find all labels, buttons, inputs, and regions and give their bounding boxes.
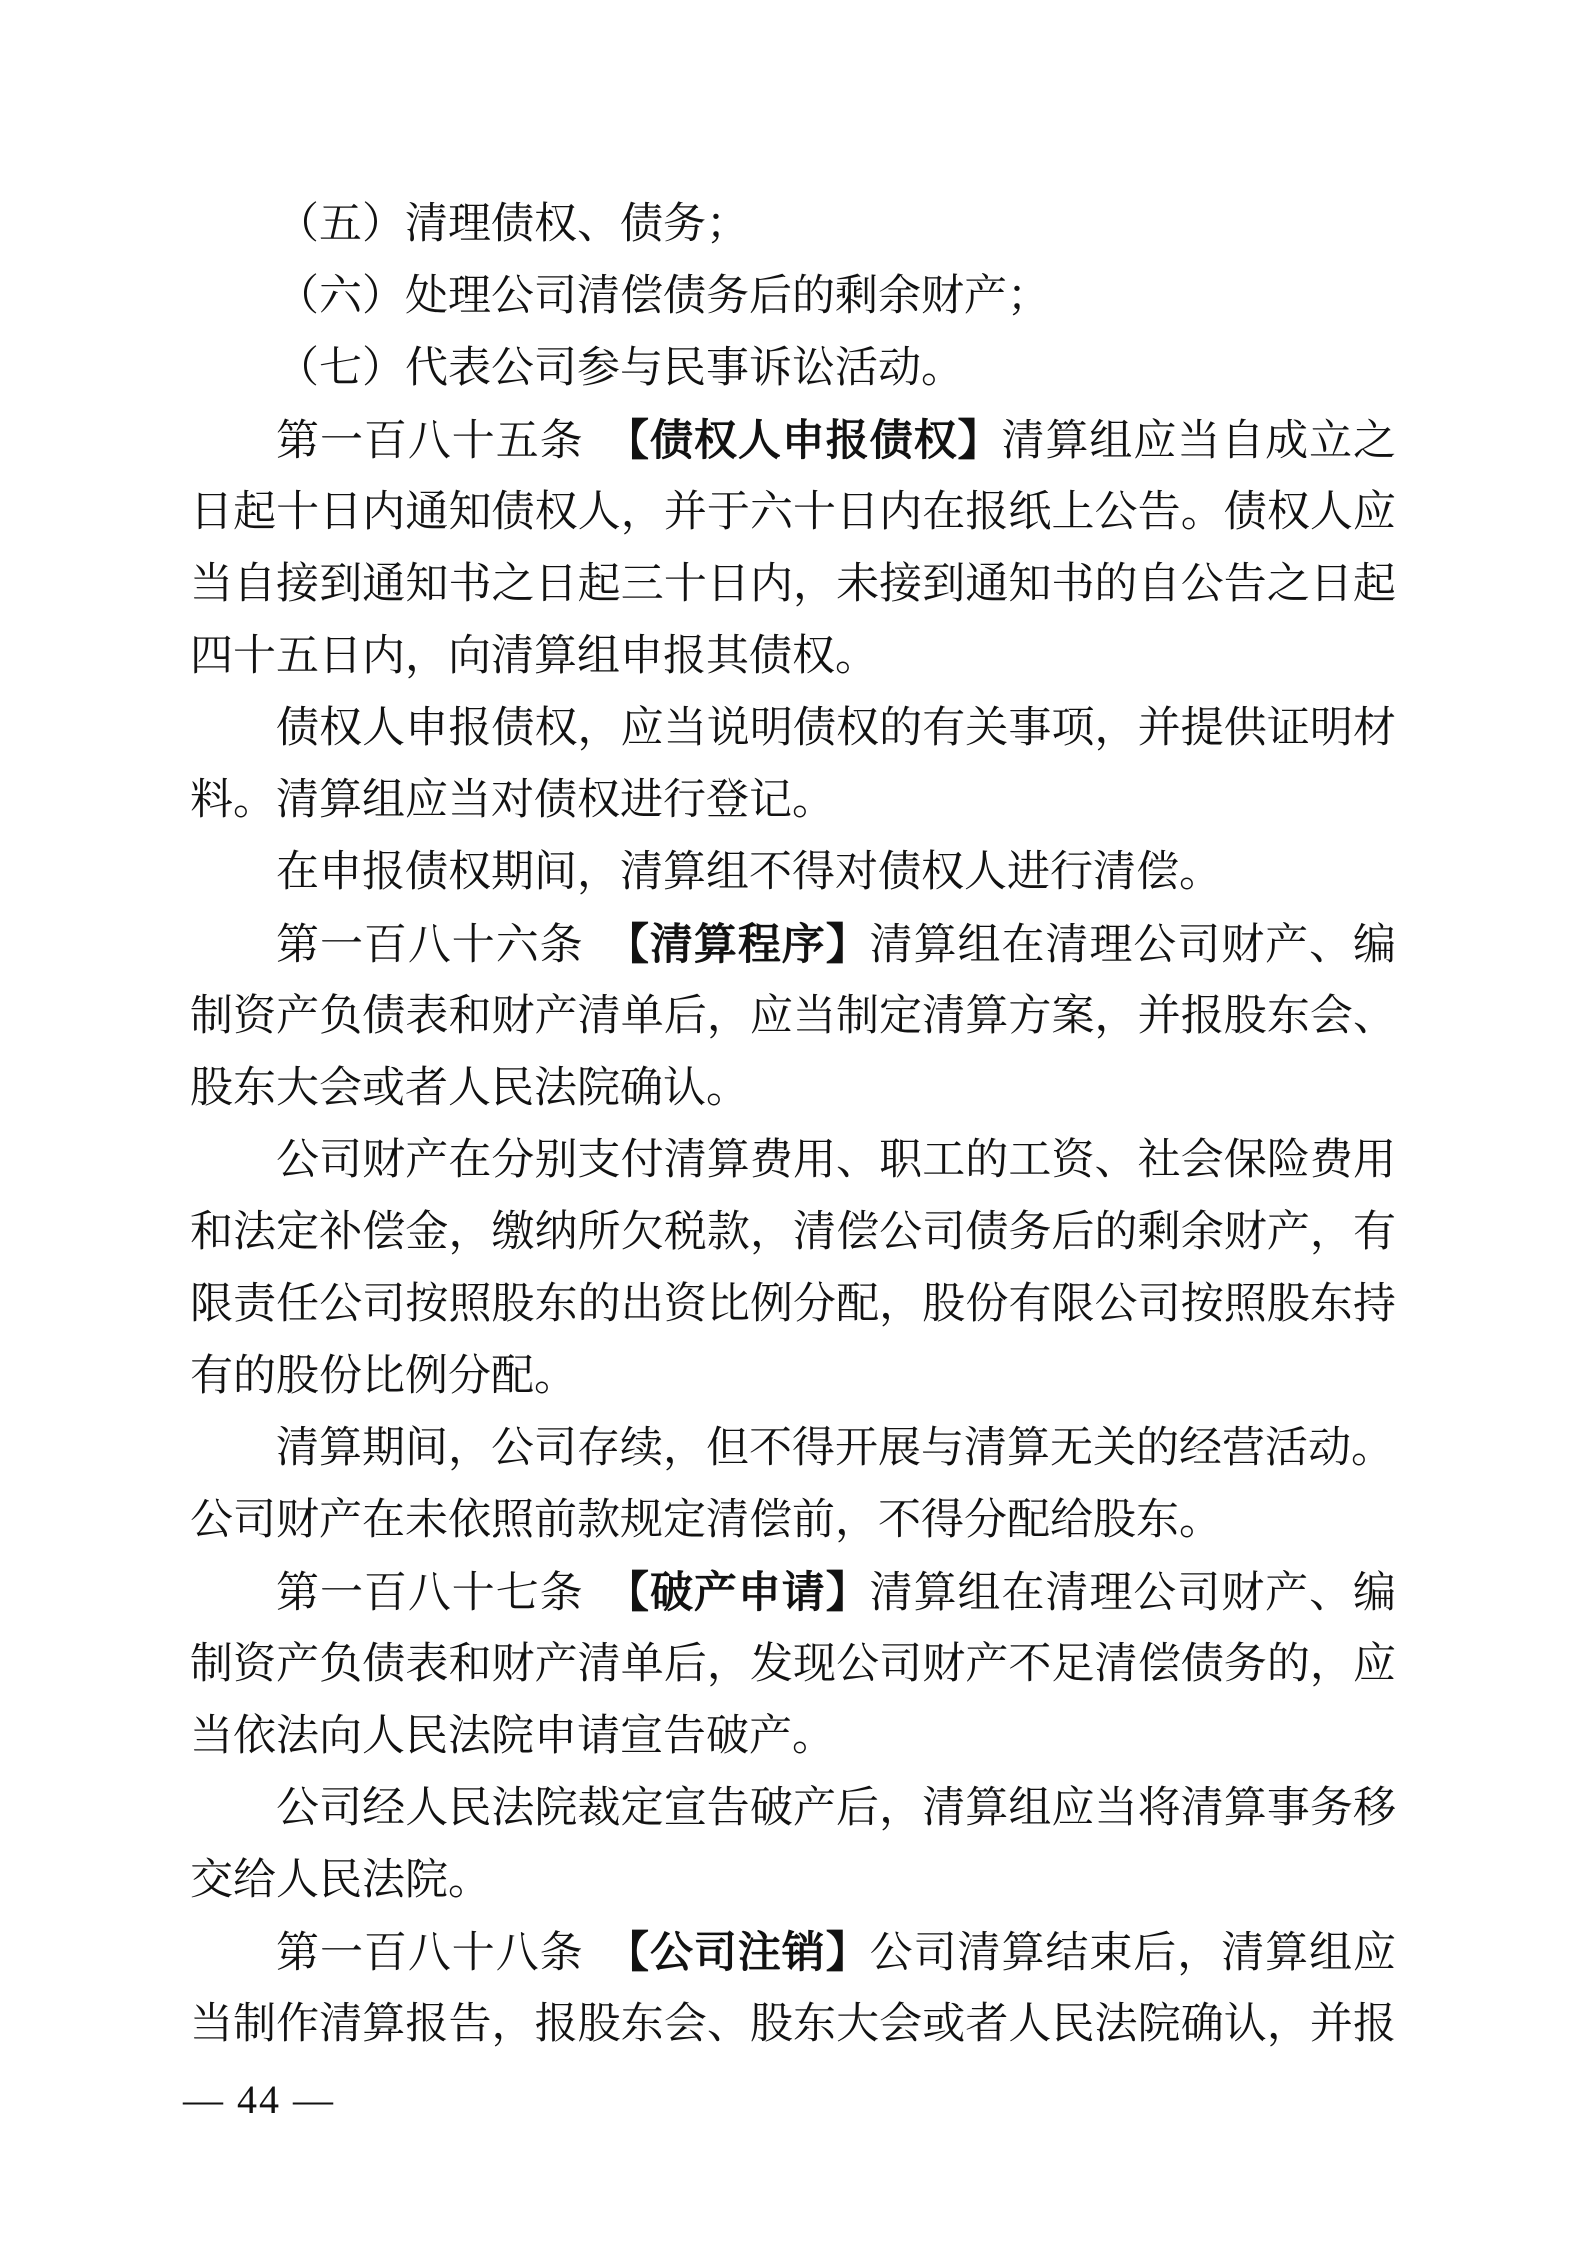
text-run: 清算组应当自成立之 — [1001, 418, 1397, 465]
text-line — [190, 1125, 1396, 1197]
text-run: 债权人申报债权，应当说明债权的有关事项，并提供证明材 — [276, 705, 1396, 752]
text-line — [190, 837, 1396, 909]
text-run: 公司经人民法院裁定宣告破产后，清算组应当将清算事务移 — [276, 1785, 1396, 1832]
text-line — [190, 621, 1396, 693]
text-line — [190, 1269, 1396, 1341]
text-run: 交给人民法院。 — [190, 1857, 491, 1904]
text-run: 清算组在清理公司财产、编 — [869, 1570, 1397, 1617]
text-run: 清算组在清理公司财产、编 — [869, 922, 1397, 969]
article-title-emphasis: 【债权人申报债权】 — [627, 417, 1002, 465]
text-line — [190, 477, 1396, 549]
text-run: 第一百八十六条 — [276, 922, 628, 969]
text-line — [190, 1989, 1396, 2061]
text-run: 公司财产在未依照前款规定清偿前，不得分配给股东。 — [190, 1497, 1222, 1544]
text-line — [190, 1557, 1396, 1629]
text-run: 料。清算组应当对债权进行登记。 — [190, 777, 835, 824]
text-line — [190, 1053, 1396, 1125]
text-line — [190, 1485, 1396, 1557]
text-run: 当依法向人民法院申请宣告破产。 — [190, 1713, 835, 1760]
article-title-emphasis: 【破产申请】 — [627, 1569, 870, 1617]
text-line — [190, 765, 1396, 837]
text-run: 第一百八十八条 — [276, 1930, 628, 1977]
text-run: 制资产负债表和财产清单后，应当制定清算方案，并报股东会、 — [190, 993, 1396, 1040]
text-run: （七）代表公司参与民事诉讼活动。 — [276, 345, 964, 392]
text-line — [190, 1773, 1396, 1845]
text-line — [190, 189, 1396, 261]
text-run: 股东大会或者人民法院确认。 — [190, 1065, 749, 1112]
text-run: 第一百八十七条 — [276, 1570, 628, 1617]
text-line — [190, 261, 1396, 333]
text-run: 限责任公司按照股东的出资比例分配，股份有限公司按照股东持 — [190, 1281, 1396, 1328]
text-run: 四十五日内，向清算组申报其债权。 — [190, 633, 878, 680]
text-line — [190, 1629, 1396, 1701]
text-run: （六）处理公司清偿债务后的剩余财产； — [276, 273, 1050, 320]
article-title-emphasis: 【公司注销】 — [627, 1929, 870, 1977]
text-line — [190, 1845, 1396, 1917]
text-run: 公司清算结束后，清算组应 — [869, 1930, 1397, 1977]
text-line — [190, 909, 1396, 981]
text-line — [190, 693, 1396, 765]
text-run: 清算期间，公司存续，但不得开展与清算无关的经营活动。 — [276, 1425, 1394, 1472]
text-block — [190, 189, 1396, 2061]
text-line — [190, 1341, 1396, 1413]
text-run: 第一百八十五条 — [276, 418, 628, 465]
text-line — [190, 333, 1396, 405]
text-line — [190, 1413, 1396, 1485]
text-line — [190, 405, 1396, 477]
text-run: 在申报债权期间，清算组不得对债权人进行清偿。 — [276, 849, 1222, 896]
text-run: （五）清理债权、债务； — [276, 201, 749, 248]
text-line — [190, 1701, 1396, 1773]
text-line — [190, 549, 1396, 621]
text-line — [190, 1917, 1396, 1989]
text-run: 当制作清算报告，报股东会、股东大会或者人民法院确认，并报 — [190, 2001, 1396, 2048]
text-line — [190, 981, 1396, 1053]
text-line — [190, 1197, 1396, 1269]
text-run: 有的股份比例分配。 — [190, 1353, 577, 1400]
text-run: 公司财产在分别支付清算费用、职工的工资、社会保险费用 — [276, 1137, 1396, 1184]
text-run: 和法定补偿金，缴纳所欠税款，清偿公司债务后的剩余财产，有 — [190, 1209, 1396, 1256]
article-title-emphasis: 【清算程序】 — [627, 921, 870, 969]
text-run: 制资产负债表和财产清单后，发现公司财产不足清偿债务的，应 — [190, 1641, 1396, 1688]
page-number: — 44 — — [183, 2077, 335, 2122]
text-run: 当自接到通知书之日起三十日内，未接到通知书的自公告之日起 — [190, 561, 1396, 608]
text-run: 日起十日内通知债权人，并于六十日内在报纸上公告。债权人应 — [190, 489, 1396, 536]
